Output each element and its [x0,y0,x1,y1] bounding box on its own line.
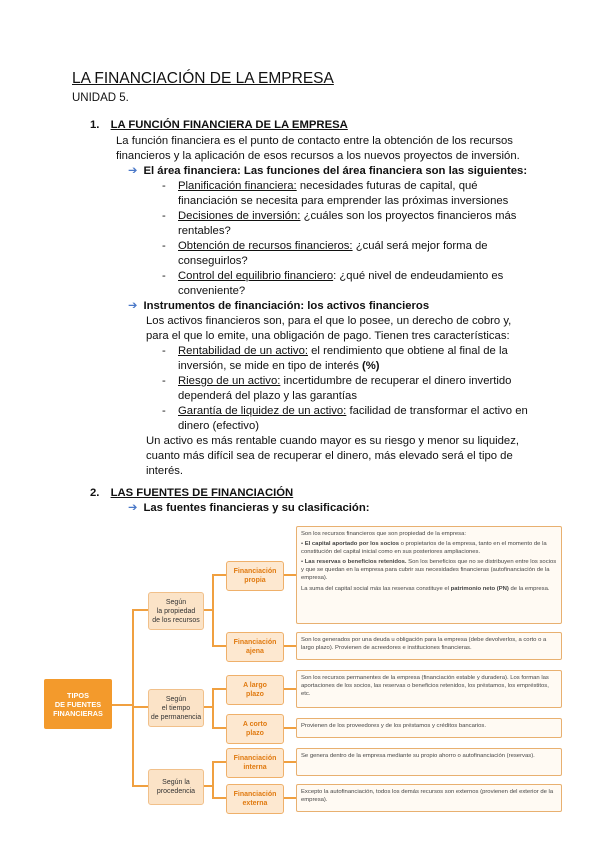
node-largo-plazo: A largo plazo [226,675,284,705]
characteristic-1-text: el rendimiento que obtiene al final de la [308,345,508,357]
group-propiedad: Según la propiedad de los recursos [148,592,204,630]
node-financiacion-ajena: Financiación ajena [226,632,284,662]
desc-financiacion-externa: Excepto la autofinanciación, todos los demás recursos son externos (provienen del exterior de la empresa). [296,784,562,812]
characteristic-item-1: - Rentabilidad de un activo: el rendimiento que obtiene al final de la [162,345,508,357]
instrumentos-text: Instrumentos de financiación: los activos financieros [143,300,430,312]
desc-financiacion-propia: Son los recursos financieros que son propiedad de la empresa: • El capital aportado por los socios o propietarios de la empresa, tanto en el momento de la constitución del capital inicial como en sus posteriores ampliaciones. • Las reservas o beneficios retenidos. Son los beneficios que no se distribuyen entre los socios y que se quedan en la empresa para cubrir sus necesidades financieras (autofinanciación de la empresa). La suma del capital social más las reservas constituye el patrimonio neto (PN) de la empresa. [296,526,562,624]
function-3-text: ¿cuál será mejor forma de [352,240,488,252]
function-item-1: - Planificación financiera: necesidades futuras de capital, qué [162,180,478,192]
desc-propia-intro: Son los recursos financieros que son propiedad de la empresa: [301,531,467,537]
function-item-3: - Obtención de recursos financieros: ¿cuál será mejor forma de [162,240,488,252]
function-4-label: Control del equilibrio financiero [178,270,334,282]
characteristic-2-label: Riesgo de un activo: [178,375,281,387]
area-financiera-bullet [128,164,527,179]
desc-propia-summary: La suma del capital social más las reservas constituye el [301,585,451,592]
section-2-title: LAS FUENTES DE FINANCIACIÓN [110,487,294,499]
section-2-heading [90,486,293,501]
desc-financiacion-interna: Se genera dentro de la empresa mediante su propio ahorro o autofinanciación (reservas). [296,748,562,776]
percent-symbol: (%) [362,360,380,372]
arrow-right-icon: ➔ [128,165,138,177]
function-2-text: ¿cuáles son los proyectos financieros más [300,210,517,222]
page-title: LA FINANCIACIÓN DE LA EMPRESA [72,70,334,87]
characteristic-item-3: - Garantía de liquidez de un activo: facilidad de transformar el activo en [162,405,528,417]
function-1-text: necesidades futuras de capital, qué [296,180,478,192]
characteristic-3-label: Garantía de liquidez de un activo: [178,405,347,417]
area-financiera-text: El área financiera: Las funciones del área financiera son las siguientes: [143,165,528,177]
group-procedencia: Según la procedencia [148,769,204,805]
desc-propia-end: de la empresa. [508,585,550,592]
characteristic-3-continuation: dinero (efectivo) [178,420,259,432]
summary-line-3: interés. [146,465,184,477]
desc-propia-patrimonio: patrimonio neto (PN) [450,585,509,592]
function-2-continuation: rentables? [178,225,231,237]
desc-propia-capital-title: El capital aportado por los socios [304,541,399,548]
financing-sources-diagram [44,522,564,818]
function-1-label: Planificación financiera: [178,180,297,192]
function-4-continuation: conveniente? [178,285,246,297]
characteristic-2-continuation: dependerá del plazo y las garantías [178,390,357,402]
section-1-title: LA FUNCIÓN FINANCIERA DE LA EMPRESA [110,119,348,131]
function-3-label: Obtención de recursos financieros: [178,240,353,252]
desc-propia-reservas-title: Las reservas o beneficios retenidos. [304,559,407,566]
intro-line-2: financieros y la aplicación de esos recursos a los nuevos proyectos de inversión. [116,150,520,162]
section-1-heading [90,118,348,133]
activos-line-1: Los activos financieros son, para el que lo posee, un derecho de cobro y, [146,315,512,327]
arrow-right-icon: ➔ [128,300,138,312]
unit-label: UNIDAD 5. [72,92,129,104]
desc-largo-plazo: Son los recursos permanentes de la empresa (financiación estable y duradera). Los forman las aportaciones de los socios, las reservas o beneficios retenidos, los préstamos, los empréstitos, etc. [296,670,562,708]
intro-line-1: La función financiera es el punto de contacto entre la obtención de los recursos [116,135,513,147]
summary-line-2: cuanto más difícil sea de recuperar el dinero, más elevado será el tipo de [146,450,513,462]
group-tiempo: Según el tiempo de permanencia [148,689,204,727]
summary-line-1: Un activo es más rentable cuando mayor es su riesgo y menor su liquidez, [146,435,519,447]
function-4-text: : ¿qué nivel de endeudamiento es [333,270,504,282]
function-2-label: Decisiones de inversión: [178,210,301,222]
characteristic-1-cont-text: inversión, se mide en tipo de interés [178,360,362,372]
function-item-4: - Control del equilibrio financiero: ¿qué nivel de endeudamiento es [162,270,504,282]
function-1-continuation: financiación se necesita para emprender las próximas inversiones [178,195,509,207]
characteristic-item-2: - Riesgo de un activo: incertidumbre de recuperar el dinero invertido [162,375,512,387]
activos-line-2: para el que lo emite, una obligación de pago. Tienen tres características: [146,330,510,342]
characteristic-1-continuation [178,359,380,374]
root-node-tipos-fuentes: TIPOS DE FUENTES FINANCIERAS [44,679,112,729]
arrow-right-icon: ➔ [128,502,138,514]
desc-propia-capital-text: o propietarios de la empresa, tanto en el momento de la constitución del capital inicial como en sus posteriores ampliaciones. [301,541,547,556]
characteristic-2-text: incertidumbre de recuperar el dinero invertido [280,375,512,387]
node-financiacion-interna: Financiación interna [226,748,284,778]
characteristic-1-label: Rentabilidad de un activo: [178,345,309,357]
node-corto-plazo: A corto plazo [226,714,284,744]
function-3-continuation: conseguirlos? [178,255,248,267]
node-financiacion-externa: Financiación externa [226,784,284,814]
desc-financiacion-ajena: Son los generados por una deuda u obligación para la empresa (debe devolverlos, a corto o a largo plazo). Provienen de acreedores e instituciones financieras. [296,632,562,660]
characteristic-3-text: facilidad de transformar el activo en [346,405,528,417]
fuentes-bullet [128,501,370,516]
section-1-number: 1. [90,119,100,131]
instrumentos-bullet [128,299,429,314]
section-2-number: 2. [90,487,100,499]
desc-corto-plazo: Provienen de los proveedores y de los préstamos y créditos bancarios. [296,718,562,738]
node-financiacion-propia: Financiación propia [226,561,284,591]
fuentes-text: Las fuentes financieras y su clasificación: [143,502,370,514]
desc-propia-reservas-text: Son los beneficios que no se distribuyen entre los socios y que se quedan en la empresa para cubrir sus necesidades financieras (autofinanciación de la empresa). [301,559,557,582]
function-item-2: - Decisiones de inversión: ¿cuáles son los proyectos financieros más [162,210,517,222]
